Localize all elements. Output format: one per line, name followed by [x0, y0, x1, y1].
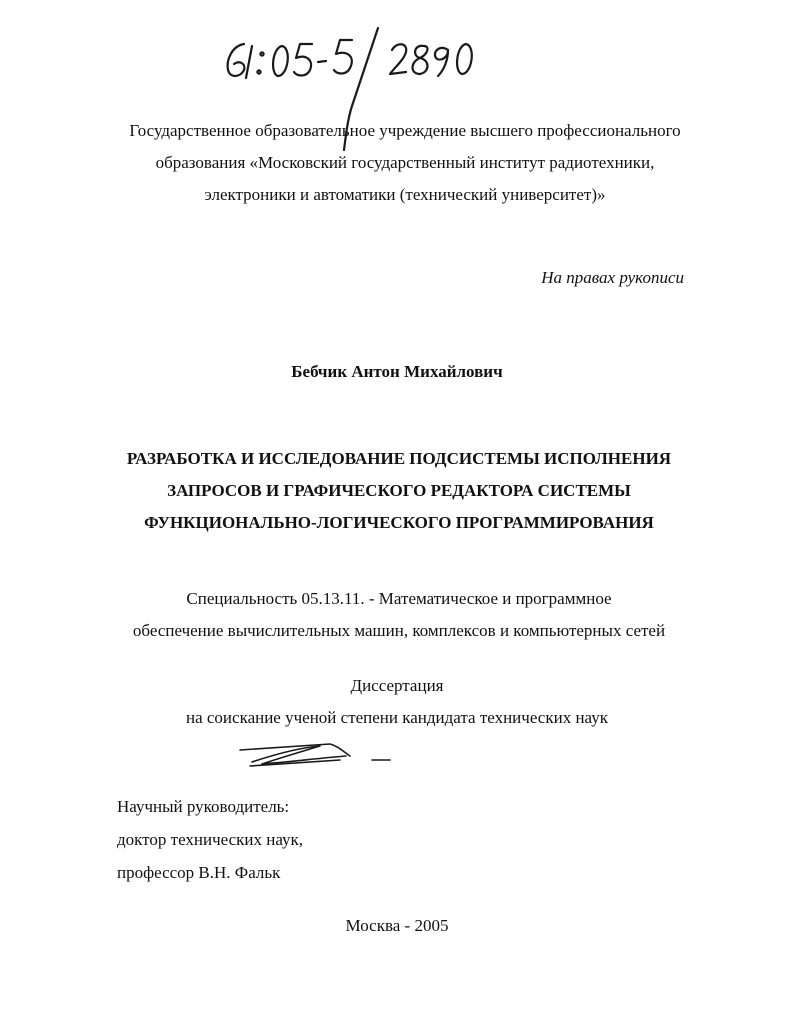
- title-line: ЗАПРОСОВ И ГРАФИЧЕСКОГО РЕДАКТОРА СИСТЕМЫ: [167, 481, 631, 500]
- supervisor-line: Научный руководитель:: [117, 797, 290, 816]
- author-name: Бебчик Антон Михайлович: [291, 362, 503, 381]
- dissertation-title: [2, 443, 794, 539]
- specialty-line: обеспечение вычислительных машин, комплексов и компьютерных сетей: [132, 621, 666, 640]
- rights-note: На правах рукописи: [541, 268, 684, 287]
- specialty-line: Специальность 05.13.11. - Математическое и программное: [186, 589, 612, 608]
- title-line: РАЗРАБОТКА И ИССЛЕДОВАНИЕ ПОДСИСТЕМЫ ИСПОЛНЕНИЯ: [126, 449, 672, 468]
- supervisor: [117, 790, 303, 889]
- supervisor-line: профессор В.Н. Фальк: [117, 863, 281, 882]
- dissertation-type: [0, 670, 794, 734]
- institution-line: образования «Московский государственный институт радиотехники,: [155, 153, 655, 172]
- institution-line: электроники и автоматики (технический университет)»: [204, 185, 606, 204]
- city-year: Москва - 2005: [345, 916, 449, 935]
- title-line: ФУНКЦИОНАЛЬНО-ЛОГИЧЕСКОГО ПРОГРАММИРОВАНИЯ: [144, 513, 654, 532]
- specialty: [2, 583, 794, 647]
- institution-line: Государственное образовательное учреждение высшего профессионального: [129, 121, 681, 140]
- dissertation-line: Диссертация: [350, 676, 444, 695]
- supervisor-line: доктор технических наук,: [117, 830, 304, 849]
- institution-name: [8, 115, 794, 211]
- dissertation-line: на соискание ученой степени кандидата технических наук: [185, 708, 608, 727]
